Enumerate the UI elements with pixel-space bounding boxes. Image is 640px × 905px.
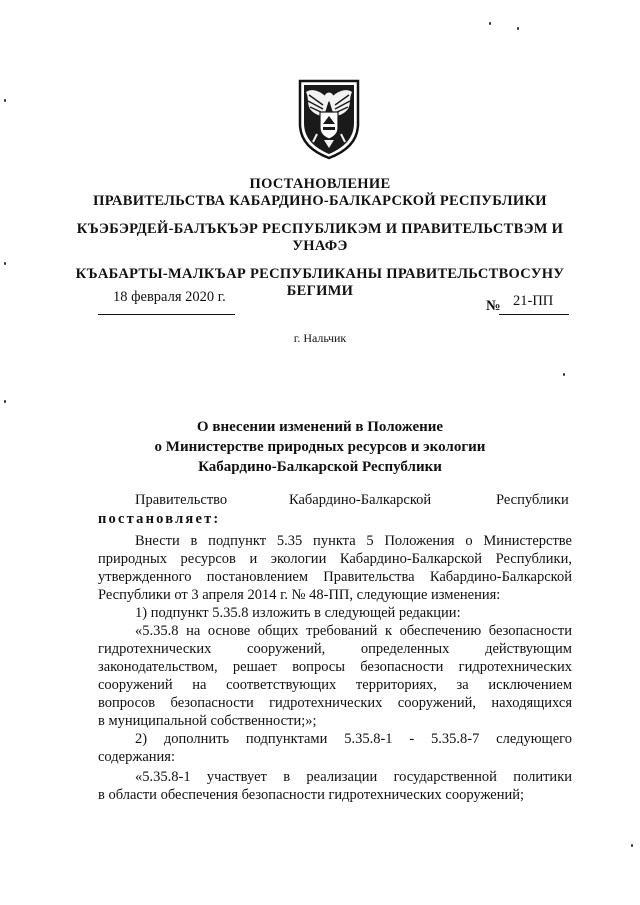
paragraph-3-line-1: «5.35.8 на основе общих требований к обеспечению безопасности bbox=[135, 623, 572, 639]
intro-word-republic: Республики bbox=[496, 492, 569, 508]
paragraph-1-line-2: природных ресурсов и экологии Кабардино-Балкарской Республики, bbox=[98, 551, 572, 567]
scan-speck bbox=[563, 373, 565, 376]
date-underline bbox=[98, 314, 235, 315]
number-sign: № bbox=[486, 298, 501, 314]
paragraph-1-line-3: утвержденного постановлением Правительства Кабардино-Балкарской bbox=[98, 569, 572, 585]
paragraph-1-line-4: Республики от 3 апреля 2014 г. № 48-ПП, следующие изменения: bbox=[98, 587, 501, 603]
intro-word-government: Правительство bbox=[135, 492, 228, 508]
paragraph-4-line-1: 2) дополнить подпунктами 5.35.8-1 - 5.35.8-7 следующего bbox=[135, 731, 572, 747]
scan-speck bbox=[517, 27, 519, 30]
coat-of-arms-emblem bbox=[297, 78, 361, 160]
paragraph-5-line-1: «5.35.8-1 участвует в реализации государственной политики bbox=[135, 769, 572, 785]
paragraph-4-line-2: содержания: bbox=[98, 749, 176, 765]
scan-speck bbox=[631, 844, 633, 847]
doc-type-heading: ПОСТАНОВЛЕНИЕ bbox=[249, 176, 391, 192]
issuer-krc-heading-cont: БЕГИМИ bbox=[286, 283, 354, 299]
document-date: 18 февраля 2020 г. bbox=[113, 289, 226, 305]
paragraph-3-line-6: в муниципальной собственности;»; bbox=[98, 713, 317, 729]
intro-word-kbr: Кабардино-Балкарской bbox=[289, 492, 432, 508]
issuer-ru-heading: ПРАВИТЕЛЬСТВА КАБАРДИНО-БАЛКАРСКОЙ РЕСПУБЛИКИ bbox=[93, 193, 547, 209]
issuer-kbd-heading: КЪЭБЭРДЕЙ-БАЛЪКЪЭР РЕСПУБЛИКЭМ И ПРАВИТЕЛЬСТВЭМ И bbox=[76, 221, 564, 237]
paragraph-3-line-4: сооружений на соответствующих территориях, за исключением bbox=[98, 677, 572, 693]
document-number: 21-ПП bbox=[513, 293, 554, 309]
scan-speck bbox=[4, 400, 6, 403]
paragraph-5-line-2: в области обеспечения безопасности гидротехнических сооружений; bbox=[98, 787, 525, 803]
paragraph-2: 1) подпункт 5.35.8 изложить в следующей редакции: bbox=[135, 605, 461, 621]
paragraph-3-line-5: вопросов безопасности гидротехнических сооружений, находящихся bbox=[98, 695, 572, 711]
scan-speck bbox=[4, 99, 6, 102]
issuer-kbd-heading-cont: УНАФЭ bbox=[292, 238, 348, 254]
city-label: г. Нальчик bbox=[293, 331, 347, 345]
title-line-3: Кабардино-Балкарской Республики bbox=[198, 459, 442, 475]
title-line-2: о Министерстве природных ресурсов и экологии bbox=[154, 439, 486, 455]
scan-speck bbox=[489, 22, 491, 25]
paragraph-1-line-1: Внести в подпункт 5.35 пункта 5 Положения о Министерстве bbox=[135, 533, 572, 549]
issuer-krc-heading: КЪАБАРТЫ-МАЛКЪАР РЕСПУБЛИКАНЫ ПРАВИТЕЛЬСТВОСУНУ bbox=[75, 266, 565, 282]
paragraph-3-line-3: законодательством, решает вопросы безопасности гидротехнических bbox=[98, 659, 572, 675]
title-line-1: О внесении изменений в Положение bbox=[196, 419, 444, 435]
paragraph-3-line-2: гидротехнических сооружений, определенных действующим bbox=[98, 641, 572, 657]
decree-word: постановляет: bbox=[98, 511, 221, 527]
scan-speck bbox=[4, 262, 6, 265]
number-underline bbox=[499, 314, 569, 315]
